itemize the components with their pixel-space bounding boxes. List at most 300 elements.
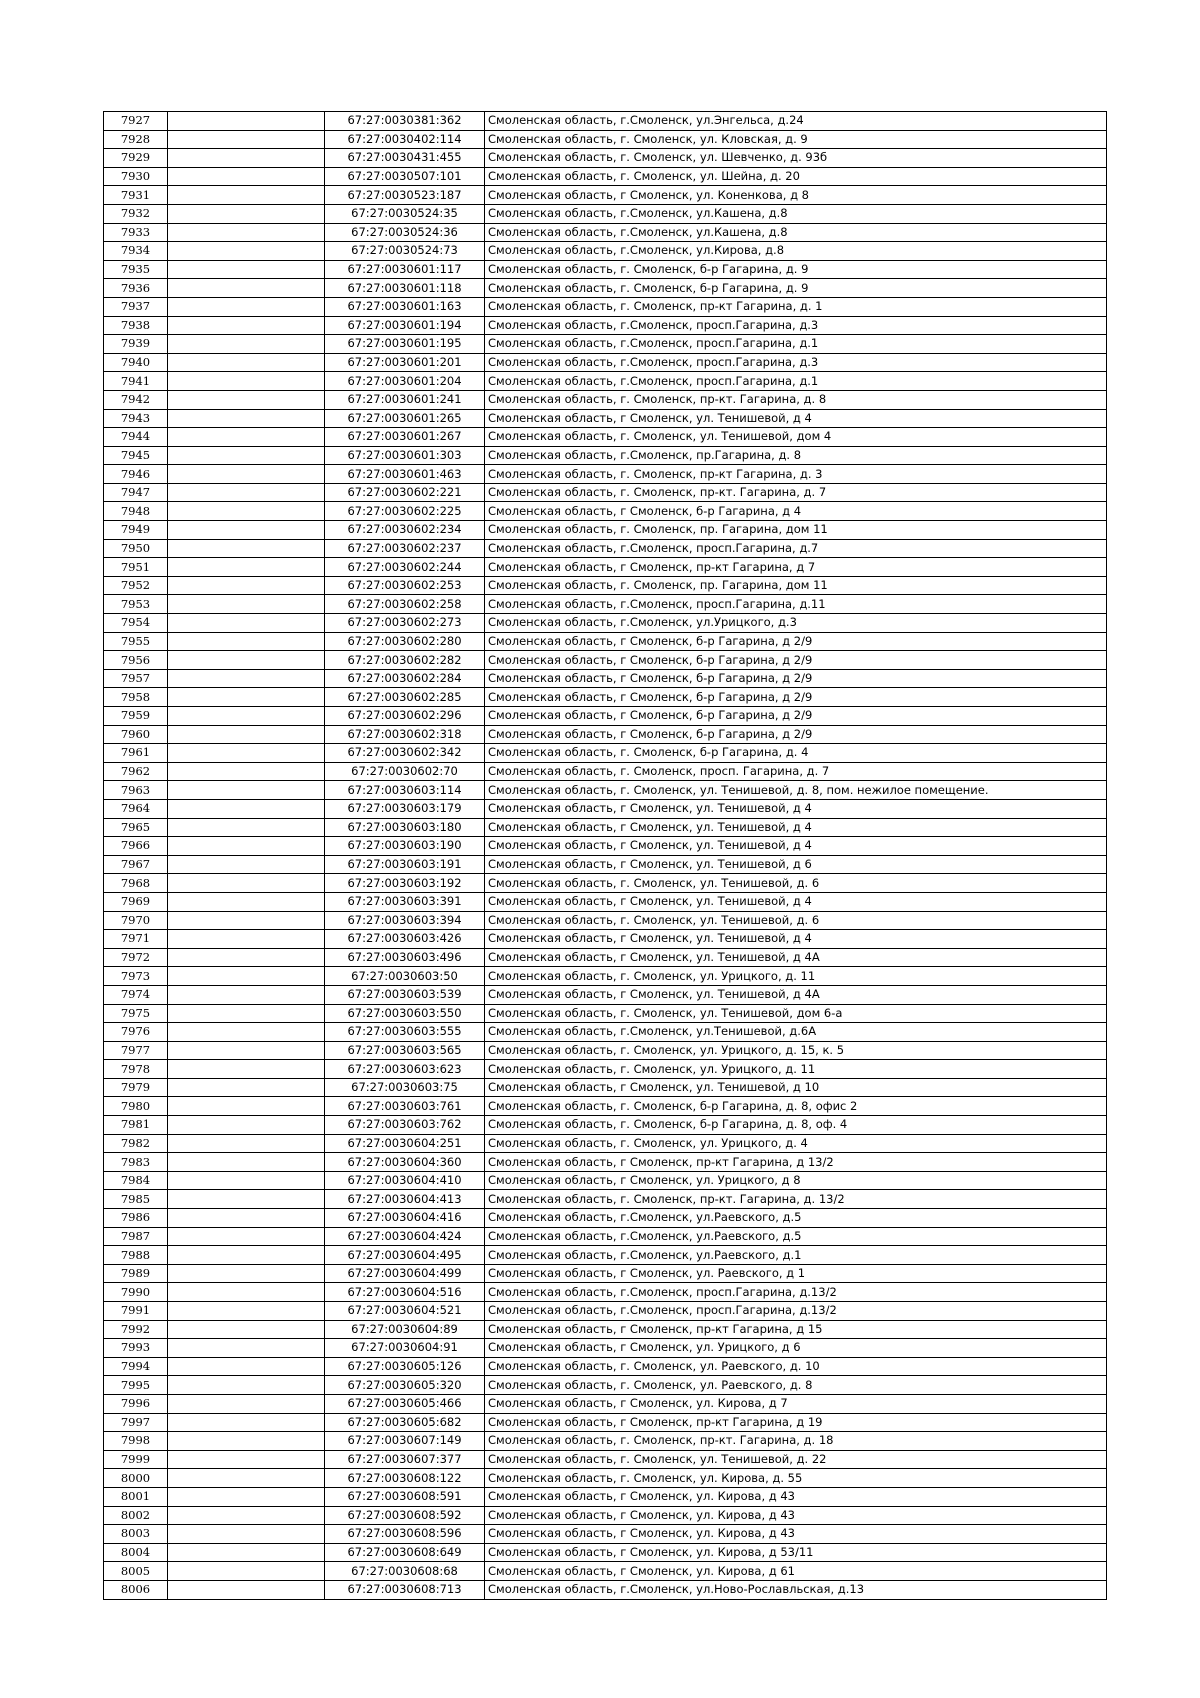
cadastral-number-cell: 67:27:0030605:320: [325, 1376, 485, 1395]
empty-cell: [168, 930, 325, 949]
empty-cell: [168, 409, 325, 428]
row-number-cell: 7955: [104, 632, 168, 651]
row-number-cell: 7960: [104, 725, 168, 744]
table-row: [104, 428, 1107, 447]
address-cell: Смоленская область, г.Смоленск, просп.Гагарина, д.3: [485, 316, 1107, 335]
cadastral-number-cell: 67:27:0030603:75: [325, 1078, 485, 1097]
table-row: [104, 1450, 1107, 1469]
empty-cell: [168, 1116, 325, 1135]
empty-cell: [168, 725, 325, 744]
empty-cell: [168, 149, 325, 168]
empty-cell: [168, 242, 325, 261]
cadastral-number-cell: 67:27:0030523:187: [325, 186, 485, 205]
row-number-cell: 7978: [104, 1060, 168, 1079]
table-row: [104, 465, 1107, 484]
address-cell: Смоленская область, г Смоленск, б-р Гагарина, д 2/9: [485, 707, 1107, 726]
address-cell: Смоленская область, г. Смоленск, пр-кт Гагарина, д. 3: [485, 465, 1107, 484]
cadastral-number-cell: 67:27:0030402:114: [325, 130, 485, 149]
table-row: [104, 1190, 1107, 1209]
row-number-cell: 7989: [104, 1264, 168, 1283]
cadastral-number-cell: 67:27:0030604:416: [325, 1209, 485, 1228]
empty-cell: [168, 911, 325, 930]
table-row: [104, 409, 1107, 428]
empty-cell: [168, 1580, 325, 1599]
empty-cell: [168, 855, 325, 874]
row-number-cell: 7970: [104, 911, 168, 930]
row-number-cell: 7942: [104, 390, 168, 409]
empty-cell: [168, 335, 325, 354]
cadastral-number-cell: 67:27:0030601:204: [325, 372, 485, 391]
address-cell: Смоленская область, г. Смоленск, ул. Урицкого, д. 11: [485, 967, 1107, 986]
address-cell: Смоленская область, г. Смоленск, ул. Тенишевой, дом 6-а: [485, 1004, 1107, 1023]
cadastral-number-cell: 67:27:0030608:591: [325, 1487, 485, 1506]
row-number-cell: 8000: [104, 1469, 168, 1488]
address-cell: Смоленская область, г Смоленск, ул. Кирова, д 43: [485, 1487, 1107, 1506]
address-cell: Смоленская область, г Смоленск, ул. Тенишевой, д 4А: [485, 948, 1107, 967]
table-row: [104, 669, 1107, 688]
row-number-cell: 7962: [104, 762, 168, 781]
address-cell: Смоленская область, г Смоленск, ул. Тенишевой, д 4: [485, 930, 1107, 949]
cadastral-number-cell: 67:27:0030601:163: [325, 297, 485, 316]
registry-table-body: [104, 112, 1107, 1600]
table-row: [104, 892, 1107, 911]
row-number-cell: 8004: [104, 1543, 168, 1562]
cadastral-number-cell: 67:27:0030603:623: [325, 1060, 485, 1079]
row-number-cell: 7930: [104, 167, 168, 186]
table-row: [104, 688, 1107, 707]
row-number-cell: 7929: [104, 149, 168, 168]
cadastral-number-cell: 67:27:0030381:362: [325, 112, 485, 131]
address-cell: Смоленская область, г.Смоленск, просп.Гагарина, д.13/2: [485, 1283, 1107, 1302]
address-cell: Смоленская область, г. Смоленск, б-р Гагарина, д. 8, офис 2: [485, 1097, 1107, 1116]
address-cell: Смоленская область, г Смоленск, ул. Тенишевой, д 10: [485, 1078, 1107, 1097]
row-number-cell: 7993: [104, 1339, 168, 1358]
address-cell: Смоленская область, г.Смоленск, ул.Энгельса, д.24: [485, 112, 1107, 131]
address-cell: Смоленская область, г. Смоленск, пр-кт. Гагарина, д. 13/2: [485, 1190, 1107, 1209]
cadastral-number-cell: 67:27:0030602:342: [325, 744, 485, 763]
address-cell: Смоленская область, г. Смоленск, ул. Тенишевой, д. 8, пом. нежилое помещение.: [485, 781, 1107, 800]
table-row: [104, 1394, 1107, 1413]
row-number-cell: 7985: [104, 1190, 168, 1209]
table-row: [104, 167, 1107, 186]
table-row: [104, 595, 1107, 614]
table-row: [104, 1413, 1107, 1432]
row-number-cell: 7932: [104, 204, 168, 223]
empty-cell: [168, 1041, 325, 1060]
empty-cell: [168, 1357, 325, 1376]
empty-cell: [168, 688, 325, 707]
table-row: [104, 186, 1107, 205]
row-number-cell: 7956: [104, 651, 168, 670]
address-cell: Смоленская область, г.Смоленск, просп.Гагарина, д.7: [485, 539, 1107, 558]
row-number-cell: 7964: [104, 799, 168, 818]
row-number-cell: 7979: [104, 1078, 168, 1097]
address-cell: Смоленская область, г Смоленск, ул. Урицкого, д 8: [485, 1171, 1107, 1190]
empty-cell: [168, 818, 325, 837]
empty-cell: [168, 483, 325, 502]
address-cell: Смоленская область, г. Смоленск, ул. Урицкого, д. 15, к. 5: [485, 1041, 1107, 1060]
row-number-cell: 7927: [104, 112, 168, 131]
address-cell: Смоленская область, г Смоленск, ул. Тенишевой, д 6: [485, 855, 1107, 874]
row-number-cell: 8005: [104, 1562, 168, 1581]
table-row: [104, 1078, 1107, 1097]
cadastral-number-cell: 67:27:0030602:280: [325, 632, 485, 651]
table-row: [104, 279, 1107, 298]
row-number-cell: 7961: [104, 744, 168, 763]
table-row: [104, 874, 1107, 893]
table-row: [104, 353, 1107, 372]
row-number-cell: 7972: [104, 948, 168, 967]
empty-cell: [168, 1097, 325, 1116]
row-number-cell: 7990: [104, 1283, 168, 1302]
row-number-cell: 7980: [104, 1097, 168, 1116]
row-number-cell: 7987: [104, 1227, 168, 1246]
empty-cell: [168, 1506, 325, 1525]
row-number-cell: 7937: [104, 297, 168, 316]
cadastral-number-cell: 67:27:0030601:195: [325, 335, 485, 354]
table-row: [104, 1506, 1107, 1525]
address-cell: Смоленская область, г Смоленск, пр-кт Гагарина, д 13/2: [485, 1153, 1107, 1172]
empty-cell: [168, 1023, 325, 1042]
empty-cell: [168, 967, 325, 986]
address-cell: Смоленская область, г Смоленск, ул. Урицкого, д 6: [485, 1339, 1107, 1358]
empty-cell: [168, 502, 325, 521]
cadastral-number-cell: 67:27:0030604:251: [325, 1134, 485, 1153]
row-number-cell: 7982: [104, 1134, 168, 1153]
table-row: [104, 390, 1107, 409]
cadastral-number-cell: 67:27:0030524:36: [325, 223, 485, 242]
row-number-cell: 7934: [104, 242, 168, 261]
cadastral-number-cell: 67:27:0030602:253: [325, 576, 485, 595]
cadastral-number-cell: 67:27:0030601:267: [325, 428, 485, 447]
table-row: [104, 316, 1107, 335]
empty-cell: [168, 874, 325, 893]
row-number-cell: 7936: [104, 279, 168, 298]
address-cell: Смоленская область, г. Смоленск, ул. Шейна, д. 20: [485, 167, 1107, 186]
table-row: [104, 1320, 1107, 1339]
row-number-cell: 7941: [104, 372, 168, 391]
empty-cell: [168, 837, 325, 856]
address-cell: Смоленская область, г. Смоленск, ул. Кирова, д. 55: [485, 1469, 1107, 1488]
address-cell: Смоленская область, г.Смоленск, просп.Гагарина, д.11: [485, 595, 1107, 614]
cadastral-number-cell: 67:27:0030605:126: [325, 1357, 485, 1376]
table-row: [104, 1339, 1107, 1358]
table-row: [104, 855, 1107, 874]
row-number-cell: 7946: [104, 465, 168, 484]
table-row: [104, 335, 1107, 354]
cadastral-number-cell: 67:27:0030602:244: [325, 558, 485, 577]
empty-cell: [168, 390, 325, 409]
table-row: [104, 762, 1107, 781]
cadastral-number-cell: 67:27:0030601:265: [325, 409, 485, 428]
cadastral-number-cell: 67:27:0030602:221: [325, 483, 485, 502]
table-row: [104, 707, 1107, 726]
empty-cell: [168, 669, 325, 688]
row-number-cell: 7975: [104, 1004, 168, 1023]
row-number-cell: 7931: [104, 186, 168, 205]
address-cell: Смоленская область, г. Смоленск, пр-кт. Гагарина, д. 7: [485, 483, 1107, 502]
address-cell: Смоленская область, г Смоленск, б-р Гагарина, д 2/9: [485, 688, 1107, 707]
table-row: [104, 112, 1107, 131]
address-cell: Смоленская область, г. Смоленск, пр. Гагарина, дом 11: [485, 576, 1107, 595]
cadastral-number-cell: 67:27:0030605:682: [325, 1413, 485, 1432]
cadastral-number-cell: 67:27:0030603:496: [325, 948, 485, 967]
cadastral-number-cell: 67:27:0030604:89: [325, 1320, 485, 1339]
empty-cell: [168, 539, 325, 558]
cadastral-number-cell: 67:27:0030507:101: [325, 167, 485, 186]
empty-cell: [168, 892, 325, 911]
table-row: [104, 483, 1107, 502]
table-row: [104, 1153, 1107, 1172]
empty-cell: [168, 1432, 325, 1451]
table-row: [104, 204, 1107, 223]
empty-cell: [168, 297, 325, 316]
address-cell: Смоленская область, г Смоленск, ул. Кирова, д 53/11: [485, 1543, 1107, 1562]
empty-cell: [168, 632, 325, 651]
address-cell: Смоленская область, г.Смоленск, ул.Кашена, д.8: [485, 204, 1107, 223]
cadastral-number-cell: 67:27:0030608:596: [325, 1525, 485, 1544]
row-number-cell: 7997: [104, 1413, 168, 1432]
address-cell: Смоленская область, г Смоленск, б-р Гагарина, д 2/9: [485, 632, 1107, 651]
address-cell: Смоленская область, г.Смоленск, ул.Урицкого, д.3: [485, 614, 1107, 633]
empty-cell: [168, 985, 325, 1004]
address-cell: Смоленская область, г. Смоленск, ул. Тенишевой, д. 22: [485, 1450, 1107, 1469]
cadastral-number-cell: 67:27:0030604:499: [325, 1264, 485, 1283]
registry-table: [103, 111, 1107, 1600]
empty-cell: [168, 1060, 325, 1079]
row-number-cell: 7959: [104, 707, 168, 726]
cadastral-number-cell: 67:27:0030602:284: [325, 669, 485, 688]
address-cell: Смоленская область, г Смоленск, пр-кт Гагарина, д 15: [485, 1320, 1107, 1339]
address-cell: Смоленская область, г Смоленск, ул. Тенишевой, д 4: [485, 799, 1107, 818]
empty-cell: [168, 204, 325, 223]
table-row: [104, 1227, 1107, 1246]
table-row: [104, 1376, 1107, 1395]
cadastral-number-cell: 67:27:0030603:114: [325, 781, 485, 800]
address-cell: Смоленская область, г Смоленск, б-р Гагарина, д 2/9: [485, 669, 1107, 688]
table-row: [104, 1357, 1107, 1376]
address-cell: Смоленская область, г.Смоленск, просп.Гагарина, д.1: [485, 372, 1107, 391]
table-row: [104, 744, 1107, 763]
row-number-cell: 7968: [104, 874, 168, 893]
address-cell: Смоленская область, г Смоленск, пр-кт Гагарина, д 19: [485, 1413, 1107, 1432]
empty-cell: [168, 130, 325, 149]
table-row: [104, 1525, 1107, 1544]
cadastral-number-cell: 67:27:0030604:495: [325, 1246, 485, 1265]
cadastral-number-cell: 67:27:0030608:68: [325, 1562, 485, 1581]
table-row: [104, 1023, 1107, 1042]
row-number-cell: 7950: [104, 539, 168, 558]
cadastral-number-cell: 67:27:0030608:649: [325, 1543, 485, 1562]
table-row: [104, 1283, 1107, 1302]
cadastral-number-cell: 67:27:0030603:555: [325, 1023, 485, 1042]
row-number-cell: 7986: [104, 1209, 168, 1228]
address-cell: Смоленская область, г.Смоленск, просп.Гагарина, д.13/2: [485, 1302, 1107, 1321]
cadastral-number-cell: 67:27:0030608:592: [325, 1506, 485, 1525]
cadastral-number-cell: 67:27:0030601:303: [325, 446, 485, 465]
cadastral-number-cell: 67:27:0030604:410: [325, 1171, 485, 1190]
row-number-cell: 7977: [104, 1041, 168, 1060]
cadastral-number-cell: 67:27:0030601:117: [325, 260, 485, 279]
cadastral-number-cell: 67:27:0030603:180: [325, 818, 485, 837]
table-row: [104, 930, 1107, 949]
empty-cell: [168, 948, 325, 967]
address-cell: Смоленская область, г.Смоленск, ул.Раевского, д.5: [485, 1209, 1107, 1228]
empty-cell: [168, 353, 325, 372]
address-cell: Смоленская область, г.Смоленск, ул.Тенишевой, д.6А: [485, 1023, 1107, 1042]
table-row: [104, 130, 1107, 149]
address-cell: Смоленская область, г Смоленск, ул. Кирова, д 7: [485, 1394, 1107, 1413]
empty-cell: [168, 1487, 325, 1506]
table-row: [104, 911, 1107, 930]
table-row: [104, 1432, 1107, 1451]
row-number-cell: 7996: [104, 1394, 168, 1413]
address-cell: Смоленская область, г Смоленск, ул. Коненкова, д 8: [485, 186, 1107, 205]
cadastral-number-cell: 67:27:0030603:565: [325, 1041, 485, 1060]
row-number-cell: 7951: [104, 558, 168, 577]
row-number-cell: 7957: [104, 669, 168, 688]
address-cell: Смоленская область, г Смоленск, ул. Тенишевой, д 4: [485, 892, 1107, 911]
empty-cell: [168, 372, 325, 391]
row-number-cell: 7938: [104, 316, 168, 335]
address-cell: Смоленская область, г. Смоленск, пр-кт. Гагарина, д. 8: [485, 390, 1107, 409]
address-cell: Смоленская область, г Смоленск, ул. Тенишевой, д 4: [485, 818, 1107, 837]
cadastral-number-cell: 67:27:0030603:179: [325, 799, 485, 818]
row-number-cell: 7965: [104, 818, 168, 837]
table-row: [104, 985, 1107, 1004]
address-cell: Смоленская область, г Смоленск, б-р Гагарина, д 2/9: [485, 651, 1107, 670]
row-number-cell: 7966: [104, 837, 168, 856]
empty-cell: [168, 1246, 325, 1265]
address-cell: Смоленская область, г.Смоленск, пр.Гагарина, д. 8: [485, 446, 1107, 465]
table-row: [104, 1469, 1107, 1488]
row-number-cell: 7948: [104, 502, 168, 521]
row-number-cell: 7952: [104, 576, 168, 595]
empty-cell: [168, 1469, 325, 1488]
row-number-cell: 7969: [104, 892, 168, 911]
address-cell: Смоленская область, г. Смоленск, пр-кт. Гагарина, д. 18: [485, 1432, 1107, 1451]
row-number-cell: 7958: [104, 688, 168, 707]
table-row: [104, 1116, 1107, 1135]
row-number-cell: 7984: [104, 1171, 168, 1190]
address-cell: Смоленская область, г Смоленск, ул. Кирова, д 43: [485, 1506, 1107, 1525]
address-cell: Смоленская область, г Смоленск, ул. Тенишевой, д 4: [485, 837, 1107, 856]
table-row: [104, 1060, 1107, 1079]
row-number-cell: 7976: [104, 1023, 168, 1042]
table-row: [104, 1041, 1107, 1060]
cadastral-number-cell: 67:27:0030602:225: [325, 502, 485, 521]
empty-cell: [168, 1264, 325, 1283]
table-row: [104, 1246, 1107, 1265]
empty-cell: [168, 595, 325, 614]
cadastral-number-cell: 67:27:0030524:35: [325, 204, 485, 223]
empty-cell: [168, 1004, 325, 1023]
cadastral-number-cell: 67:27:0030603:191: [325, 855, 485, 874]
cadastral-number-cell: 67:27:0030603:550: [325, 1004, 485, 1023]
cadastral-number-cell: 67:27:0030602:273: [325, 614, 485, 633]
address-cell: Смоленская область, г. Смоленск, б-р Гагарина, д. 4: [485, 744, 1107, 763]
row-number-cell: 7974: [104, 985, 168, 1004]
empty-cell: [168, 744, 325, 763]
table-row: [104, 948, 1107, 967]
empty-cell: [168, 279, 325, 298]
address-cell: Смоленская область, г.Смоленск, ул.Кирова, д.8: [485, 242, 1107, 261]
cadastral-number-cell: 67:27:0030602:234: [325, 521, 485, 540]
empty-cell: [168, 1209, 325, 1228]
cadastral-number-cell: 67:27:0030604:521: [325, 1302, 485, 1321]
empty-cell: [168, 465, 325, 484]
address-cell: Смоленская область, г. Смоленск, ул. Шевченко, д. 93б: [485, 149, 1107, 168]
row-number-cell: 7995: [104, 1376, 168, 1395]
empty-cell: [168, 576, 325, 595]
row-number-cell: 7998: [104, 1432, 168, 1451]
row-number-cell: 8001: [104, 1487, 168, 1506]
address-cell: Смоленская область, г. Смоленск, ул. Тенишевой, дом 4: [485, 428, 1107, 447]
table-row: [104, 1487, 1107, 1506]
table-row: [104, 1097, 1107, 1116]
cadastral-number-cell: 67:27:0030602:285: [325, 688, 485, 707]
address-cell: Смоленская область, г Смоленск, пр-кт Гагарина, д 7: [485, 558, 1107, 577]
address-cell: Смоленская область, г Смоленск, ул. Кирова, д 61: [485, 1562, 1107, 1581]
empty-cell: [168, 1339, 325, 1358]
cadastral-number-cell: 67:27:0030603:539: [325, 985, 485, 1004]
row-number-cell: 7947: [104, 483, 168, 502]
empty-cell: [168, 223, 325, 242]
address-cell: Смоленская область, г. Смоленск, ул. Тенишевой, д. 6: [485, 911, 1107, 930]
table-row: [104, 558, 1107, 577]
row-number-cell: 7973: [104, 967, 168, 986]
empty-cell: [168, 1283, 325, 1302]
empty-cell: [168, 707, 325, 726]
empty-cell: [168, 1227, 325, 1246]
cadastral-number-cell: 67:27:0030602:258: [325, 595, 485, 614]
address-cell: Смоленская область, г. Смоленск, просп. Гагарина, д. 7: [485, 762, 1107, 781]
cadastral-number-cell: 67:27:0030603:762: [325, 1116, 485, 1135]
cadastral-number-cell: 67:27:0030601:201: [325, 353, 485, 372]
row-number-cell: 7971: [104, 930, 168, 949]
address-cell: Смоленская область, г.Смоленск, ул.Кашена, д.8: [485, 223, 1107, 242]
row-number-cell: 7945: [104, 446, 168, 465]
table-row: [104, 781, 1107, 800]
row-number-cell: 7994: [104, 1357, 168, 1376]
empty-cell: [168, 428, 325, 447]
address-cell: Смоленская область, г.Смоленск, ул.Ново-Рославльская, д.13: [485, 1580, 1107, 1599]
cadastral-number-cell: 67:27:0030601:194: [325, 316, 485, 335]
row-number-cell: 8006: [104, 1580, 168, 1599]
row-number-cell: 7944: [104, 428, 168, 447]
empty-cell: [168, 651, 325, 670]
row-number-cell: 7981: [104, 1116, 168, 1135]
address-cell: Смоленская область, г. Смоленск, пр-кт Гагарина, д. 1: [485, 297, 1107, 316]
cadastral-number-cell: 67:27:0030601:118: [325, 279, 485, 298]
empty-cell: [168, 1078, 325, 1097]
row-number-cell: 7954: [104, 614, 168, 633]
address-cell: Смоленская область, г. Смоленск, ул. Раевского, д. 10: [485, 1357, 1107, 1376]
row-number-cell: 7983: [104, 1153, 168, 1172]
table-row: [104, 1302, 1107, 1321]
table-row: [104, 1004, 1107, 1023]
table-row: [104, 837, 1107, 856]
empty-cell: [168, 1171, 325, 1190]
address-cell: Смоленская область, г. Смоленск, б-р Гагарина, д. 9: [485, 260, 1107, 279]
cadastral-number-cell: 67:27:0030604:516: [325, 1283, 485, 1302]
cadastral-number-cell: 67:27:0030603:761: [325, 1097, 485, 1116]
table-row: [104, 1543, 1107, 1562]
table-row: [104, 297, 1107, 316]
table-row: [104, 651, 1107, 670]
address-cell: Смоленская область, г. Смоленск, ул. Урицкого, д. 11: [485, 1060, 1107, 1079]
cadastral-number-cell: 67:27:0030603:391: [325, 892, 485, 911]
